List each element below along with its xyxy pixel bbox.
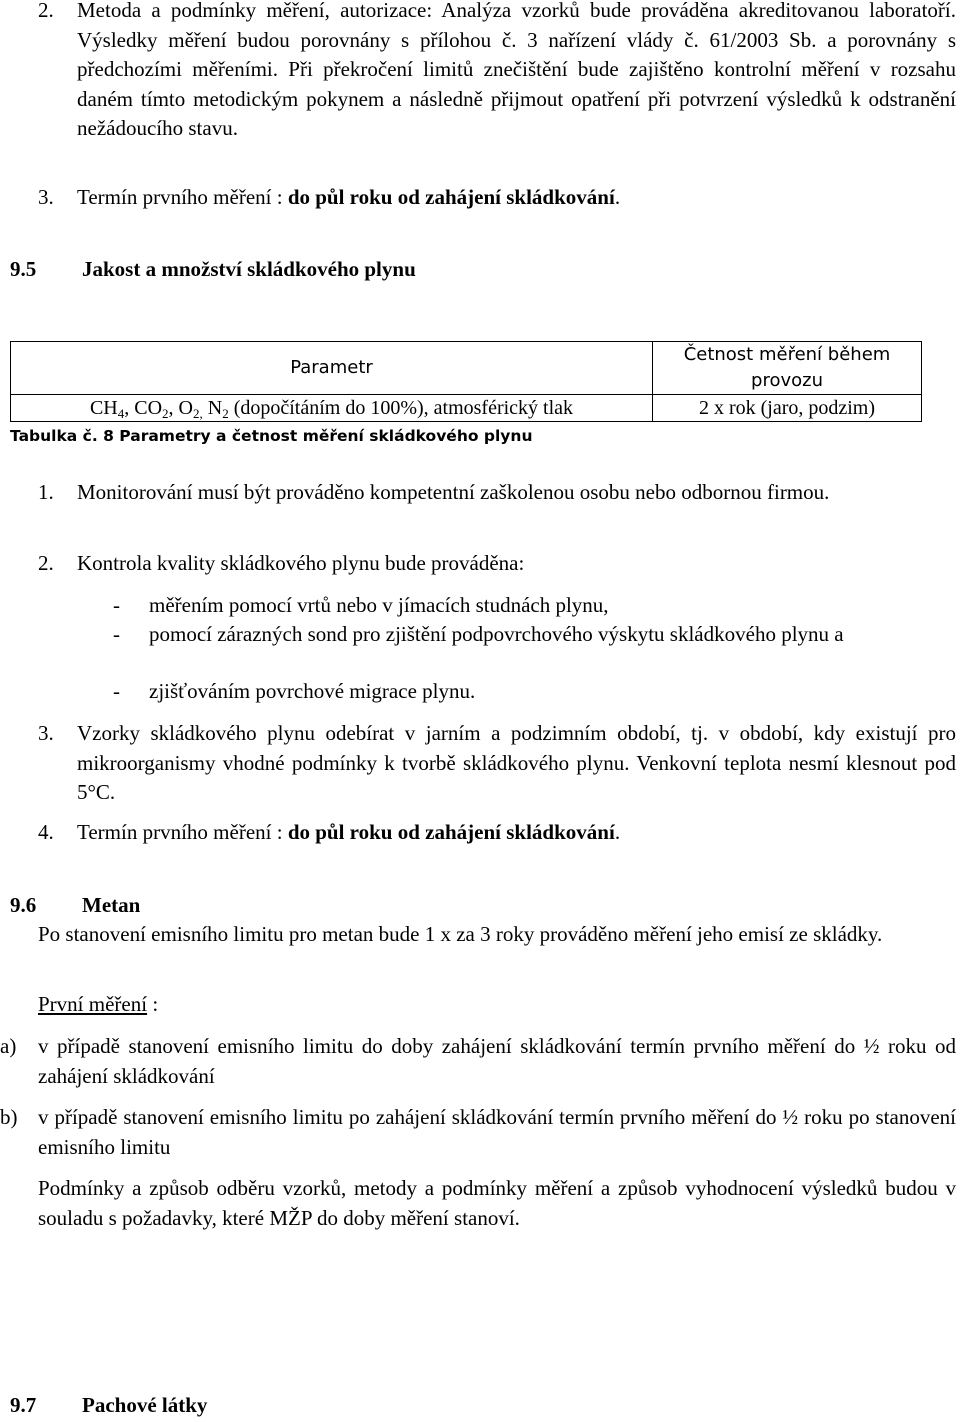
header-parametr: Parametr <box>11 342 653 395</box>
section-9-6-title: Metan <box>82 893 141 917</box>
item-2-number: 2. <box>38 0 54 22</box>
item-3-number: 3. <box>38 185 54 209</box>
item-3-suffix: . <box>614 185 621 209</box>
table-caption: Tabulka č. 8 Parametry a četnost měření skládkového plynu <box>10 427 533 445</box>
option-b-label: b) <box>0 1105 18 1129</box>
list-item-4-text: Termín prvního měření : do půl roku od zahájení skládkování. <box>77 820 621 844</box>
list-item-1-text: Monitorování musí být prováděno kompetentní zaškolenou osobu nebo odbornou firmou. <box>77 480 830 504</box>
bullet-dash: - <box>113 593 120 617</box>
header-frequency: Četnost měření během provozu <box>653 342 922 395</box>
list-item-3-number: 3. <box>38 721 54 745</box>
table-header-row <box>11 342 922 395</box>
first-measurement-label: První měření <box>38 992 148 1016</box>
list-item-3-text: Vzorky skládkového plynu odebírat v jarním a podzimním období, tj. v období, kdy existují pro mikroorganismy vhodné podmínky k tvorbě skládkového plynu. Venkovní teplota nesmí klesnout pod 5°C. <box>77 721 956 804</box>
item-3-prefix: Termín prvního měření : <box>77 185 288 209</box>
item-3-bold: do půl roku od zahájení skládkování <box>287 185 615 209</box>
item-3-text <box>77 183 620 213</box>
parameters-table <box>10 341 922 422</box>
section-9-5-title: Jakost a množství skládkového plynu <box>82 257 416 281</box>
bullet-dash: - <box>113 622 120 646</box>
section-9-7-number: 9.7 <box>10 1393 37 1417</box>
sub-item-3: zjišťováním povrchové migrace plynu. <box>149 679 476 703</box>
option-b-text: v případě stanovení emisního limitu po zahájení skládkování termín prvního měření do ½ roku po stanovení emisního limitu <box>38 1105 956 1159</box>
list-item-1-number: 1. <box>38 480 54 504</box>
item-2-text: Metoda a podmínky měření, autorizace: Analýza vzorků bude prováděna akreditovanou laboratoří. Výsledky měření budou porovnány s přílohou č. 3 nařízení vlády č. 61/2003 Sb. a porovnány s předchozími měřeními. Při překročení limitů znečištění bude zajištěno kontrolní měření v rozsahu daném tímto metodickým pokynem a následně přijmout opatření při potvrzení výsledků k odstranění nežádoucího stavu. <box>77 0 956 140</box>
list-item-4-number: 4. <box>38 820 54 844</box>
sub-item-2: pomocí zárazných sond pro zjištění podpovrchového výskytu skládkového plynu a <box>149 622 844 646</box>
conditions-paragraph: Podmínky a způsob odběru vzorků, metody a podmínky měření a způsob vyhodnocení výsledků budou v souladu s požadavky, které MŽP do doby měření stanoví. <box>38 1176 956 1230</box>
option-a-text: v případě stanovení emisního limitu do doby zahájení skládkování termín prvního měření do ½ roku od zahájení skládkování <box>38 1034 956 1088</box>
section-9-5-number: 9.5 <box>10 257 37 281</box>
list-item-2-number: 2. <box>38 551 54 575</box>
parameter-cell: $CH_4$, $CO_2$, $O_{2,}$ $N_2$ (dopočítáním do 100%), atmosférický tlak <box>11 395 653 422</box>
sub-item-1: měřením pomocí vrtů nebo v jímacích studnách plynu, <box>149 593 609 617</box>
frequency-cell: 2 x rok (jaro, podzim) <box>653 395 922 422</box>
section-9-6-number: 9.6 <box>10 893 37 917</box>
section-9-7-title: Pachové látky <box>82 1393 208 1417</box>
list-item-2-text: Kontrola kvality skládkového plynu bude prováděna: <box>77 551 525 575</box>
option-a-label: a) <box>0 1034 17 1058</box>
methane-intro: Po stanovení emisního limitu pro metan bude 1 x za 3 roky prováděno měření jeho emisí ze skládky. <box>38 922 883 946</box>
table-row <box>11 395 922 422</box>
first-measurement-line: První měření : <box>38 992 159 1016</box>
bullet-dash: - <box>113 679 120 703</box>
